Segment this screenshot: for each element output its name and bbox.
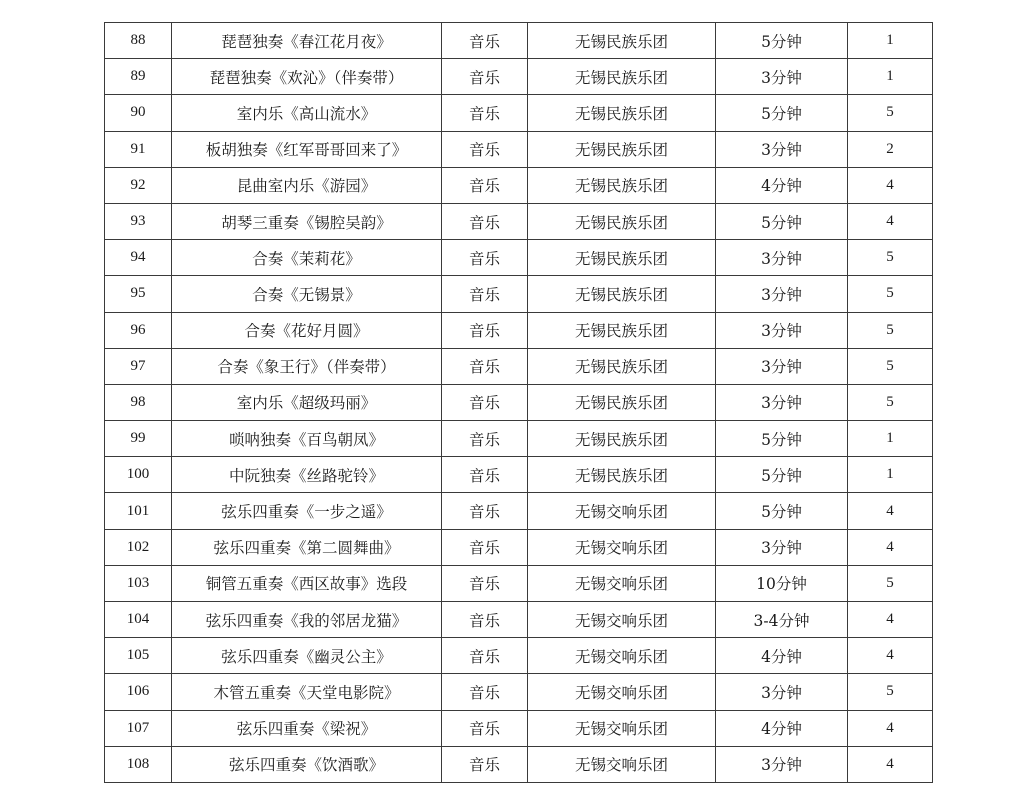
row-number-cell: 97 bbox=[105, 348, 172, 384]
category-cell: 音乐 bbox=[442, 674, 528, 710]
program-name-cell: 胡琴三重奏《锡腔吴韵》 bbox=[172, 203, 442, 239]
duration-cell: 3分钟 bbox=[716, 131, 848, 167]
row-number-cell: 93 bbox=[105, 203, 172, 239]
performer-count-cell: 4 bbox=[848, 167, 933, 203]
category-cell: 音乐 bbox=[442, 131, 528, 167]
performer-count-cell: 5 bbox=[848, 384, 933, 420]
category-cell: 音乐 bbox=[442, 529, 528, 565]
program-name-cell: 弦乐四重奏《饮酒歌》 bbox=[172, 746, 442, 782]
performer-count-cell: 5 bbox=[848, 312, 933, 348]
performer-count-cell: 5 bbox=[848, 674, 933, 710]
category-cell: 音乐 bbox=[442, 746, 528, 782]
program-name-cell: 铜管五重奏《西区故事》选段 bbox=[172, 565, 442, 601]
program-table-body bbox=[105, 23, 933, 783]
duration-cell: 5分钟 bbox=[716, 421, 848, 457]
performer-count-cell: 5 bbox=[848, 565, 933, 601]
organization-cell: 无锡民族乐团 bbox=[528, 23, 716, 59]
category-cell: 音乐 bbox=[442, 457, 528, 493]
row-number-cell: 99 bbox=[105, 421, 172, 457]
duration-cell: 3分钟 bbox=[716, 240, 848, 276]
duration-cell: 5分钟 bbox=[716, 23, 848, 59]
duration-cell: 3分钟 bbox=[716, 348, 848, 384]
program-name-cell: 弦乐四重奏《我的邻居龙猫》 bbox=[172, 602, 442, 638]
duration-cell: 3分钟 bbox=[716, 746, 848, 782]
organization-cell: 无锡民族乐团 bbox=[528, 457, 716, 493]
program-name-cell: 弦乐四重奏《第二圆舞曲》 bbox=[172, 529, 442, 565]
duration-cell: 3分钟 bbox=[716, 312, 848, 348]
performer-count-cell: 1 bbox=[848, 23, 933, 59]
table-row bbox=[105, 638, 933, 674]
program-name-cell: 弦乐四重奏《梁祝》 bbox=[172, 710, 442, 746]
organization-cell: 无锡交响乐团 bbox=[528, 710, 716, 746]
row-number-cell: 89 bbox=[105, 59, 172, 95]
duration-cell: 4分钟 bbox=[716, 638, 848, 674]
performer-count-cell: 5 bbox=[848, 276, 933, 312]
performer-count-cell: 4 bbox=[848, 602, 933, 638]
program-name-cell: 板胡独奏《红军哥哥回来了》 bbox=[172, 131, 442, 167]
duration-cell: 3分钟 bbox=[716, 59, 848, 95]
table-row bbox=[105, 674, 933, 710]
category-cell: 音乐 bbox=[442, 23, 528, 59]
duration-cell: 3分钟 bbox=[716, 276, 848, 312]
performer-count-cell: 4 bbox=[848, 529, 933, 565]
row-number-cell: 88 bbox=[105, 23, 172, 59]
row-number-cell: 100 bbox=[105, 457, 172, 493]
performer-count-cell: 4 bbox=[848, 746, 933, 782]
performer-count-cell: 5 bbox=[848, 240, 933, 276]
row-number-cell: 90 bbox=[105, 95, 172, 131]
table-row bbox=[105, 131, 933, 167]
organization-cell: 无锡民族乐团 bbox=[528, 384, 716, 420]
category-cell: 音乐 bbox=[442, 95, 528, 131]
row-number-cell: 101 bbox=[105, 493, 172, 529]
row-number-cell: 96 bbox=[105, 312, 172, 348]
organization-cell: 无锡民族乐团 bbox=[528, 203, 716, 239]
row-number-cell: 104 bbox=[105, 602, 172, 638]
category-cell: 音乐 bbox=[442, 312, 528, 348]
row-number-cell: 106 bbox=[105, 674, 172, 710]
row-number-cell: 107 bbox=[105, 710, 172, 746]
organization-cell: 无锡民族乐团 bbox=[528, 59, 716, 95]
organization-cell: 无锡交响乐团 bbox=[528, 638, 716, 674]
program-name-cell: 合奏《花好月圆》 bbox=[172, 312, 442, 348]
program-name-cell: 室内乐《高山流水》 bbox=[172, 95, 442, 131]
performer-count-cell: 4 bbox=[848, 638, 933, 674]
performer-count-cell: 1 bbox=[848, 59, 933, 95]
program-table-container bbox=[104, 22, 932, 783]
row-number-cell: 91 bbox=[105, 131, 172, 167]
organization-cell: 无锡民族乐团 bbox=[528, 95, 716, 131]
category-cell: 音乐 bbox=[442, 493, 528, 529]
organization-cell: 无锡民族乐团 bbox=[528, 276, 716, 312]
row-number-cell: 94 bbox=[105, 240, 172, 276]
category-cell: 音乐 bbox=[442, 710, 528, 746]
duration-cell: 3-4分钟 bbox=[716, 602, 848, 638]
table-row bbox=[105, 421, 933, 457]
program-name-cell: 琵琶独奏《春江花月夜》 bbox=[172, 23, 442, 59]
category-cell: 音乐 bbox=[442, 240, 528, 276]
program-name-cell: 室内乐《超级玛丽》 bbox=[172, 384, 442, 420]
duration-cell: 5分钟 bbox=[716, 457, 848, 493]
performer-count-cell: 2 bbox=[848, 131, 933, 167]
row-number-cell: 108 bbox=[105, 746, 172, 782]
performer-count-cell: 1 bbox=[848, 457, 933, 493]
table-row bbox=[105, 203, 933, 239]
program-name-cell: 弦乐四重奏《一步之遥》 bbox=[172, 493, 442, 529]
duration-cell: 3分钟 bbox=[716, 384, 848, 420]
performer-count-cell: 5 bbox=[848, 348, 933, 384]
organization-cell: 无锡民族乐团 bbox=[528, 348, 716, 384]
program-table bbox=[104, 22, 933, 783]
organization-cell: 无锡民族乐团 bbox=[528, 421, 716, 457]
table-row bbox=[105, 167, 933, 203]
program-name-cell: 唢呐独奏《百鸟朝凤》 bbox=[172, 421, 442, 457]
duration-cell: 4分钟 bbox=[716, 167, 848, 203]
duration-cell: 3分钟 bbox=[716, 674, 848, 710]
program-name-cell: 合奏《茉莉花》 bbox=[172, 240, 442, 276]
program-name-cell: 木管五重奏《天堂电影院》 bbox=[172, 674, 442, 710]
organization-cell: 无锡民族乐团 bbox=[528, 167, 716, 203]
category-cell: 音乐 bbox=[442, 203, 528, 239]
table-row bbox=[105, 240, 933, 276]
table-row bbox=[105, 276, 933, 312]
table-row bbox=[105, 746, 933, 782]
category-cell: 音乐 bbox=[442, 276, 528, 312]
table-row bbox=[105, 602, 933, 638]
table-row bbox=[105, 59, 933, 95]
category-cell: 音乐 bbox=[442, 638, 528, 674]
program-name-cell: 昆曲室内乐《游园》 bbox=[172, 167, 442, 203]
duration-cell: 10分钟 bbox=[716, 565, 848, 601]
table-row bbox=[105, 384, 933, 420]
category-cell: 音乐 bbox=[442, 167, 528, 203]
organization-cell: 无锡交响乐团 bbox=[528, 674, 716, 710]
category-cell: 音乐 bbox=[442, 348, 528, 384]
table-row bbox=[105, 457, 933, 493]
row-number-cell: 103 bbox=[105, 565, 172, 601]
duration-cell: 5分钟 bbox=[716, 203, 848, 239]
table-row bbox=[105, 710, 933, 746]
performer-count-cell: 4 bbox=[848, 710, 933, 746]
table-row bbox=[105, 529, 933, 565]
row-number-cell: 105 bbox=[105, 638, 172, 674]
category-cell: 音乐 bbox=[442, 565, 528, 601]
organization-cell: 无锡交响乐团 bbox=[528, 746, 716, 782]
row-number-cell: 92 bbox=[105, 167, 172, 203]
organization-cell: 无锡交响乐团 bbox=[528, 529, 716, 565]
category-cell: 音乐 bbox=[442, 421, 528, 457]
duration-cell: 5分钟 bbox=[716, 95, 848, 131]
table-row bbox=[105, 348, 933, 384]
duration-cell: 5分钟 bbox=[716, 493, 848, 529]
row-number-cell: 98 bbox=[105, 384, 172, 420]
table-row bbox=[105, 312, 933, 348]
row-number-cell: 102 bbox=[105, 529, 172, 565]
category-cell: 音乐 bbox=[442, 59, 528, 95]
organization-cell: 无锡交响乐团 bbox=[528, 602, 716, 638]
organization-cell: 无锡交响乐团 bbox=[528, 493, 716, 529]
program-name-cell: 中阮独奏《丝路驼铃》 bbox=[172, 457, 442, 493]
category-cell: 音乐 bbox=[442, 602, 528, 638]
program-name-cell: 琵琶独奏《欢沁》（伴奏带） bbox=[172, 59, 442, 95]
program-name-cell: 弦乐四重奏《幽灵公主》 bbox=[172, 638, 442, 674]
program-name-cell: 合奏《无锡景》 bbox=[172, 276, 442, 312]
table-row bbox=[105, 23, 933, 59]
performer-count-cell: 1 bbox=[848, 421, 933, 457]
performer-count-cell: 5 bbox=[848, 95, 933, 131]
organization-cell: 无锡民族乐团 bbox=[528, 131, 716, 167]
organization-cell: 无锡民族乐团 bbox=[528, 312, 716, 348]
table-row bbox=[105, 565, 933, 601]
duration-cell: 4分钟 bbox=[716, 710, 848, 746]
performer-count-cell: 4 bbox=[848, 493, 933, 529]
program-name-cell: 合奏《象王行》（伴奏带） bbox=[172, 348, 442, 384]
organization-cell: 无锡民族乐团 bbox=[528, 240, 716, 276]
duration-cell: 3分钟 bbox=[716, 529, 848, 565]
performer-count-cell: 4 bbox=[848, 203, 933, 239]
organization-cell: 无锡交响乐团 bbox=[528, 565, 716, 601]
table-row bbox=[105, 493, 933, 529]
table-row bbox=[105, 95, 933, 131]
row-number-cell: 95 bbox=[105, 276, 172, 312]
category-cell: 音乐 bbox=[442, 384, 528, 420]
